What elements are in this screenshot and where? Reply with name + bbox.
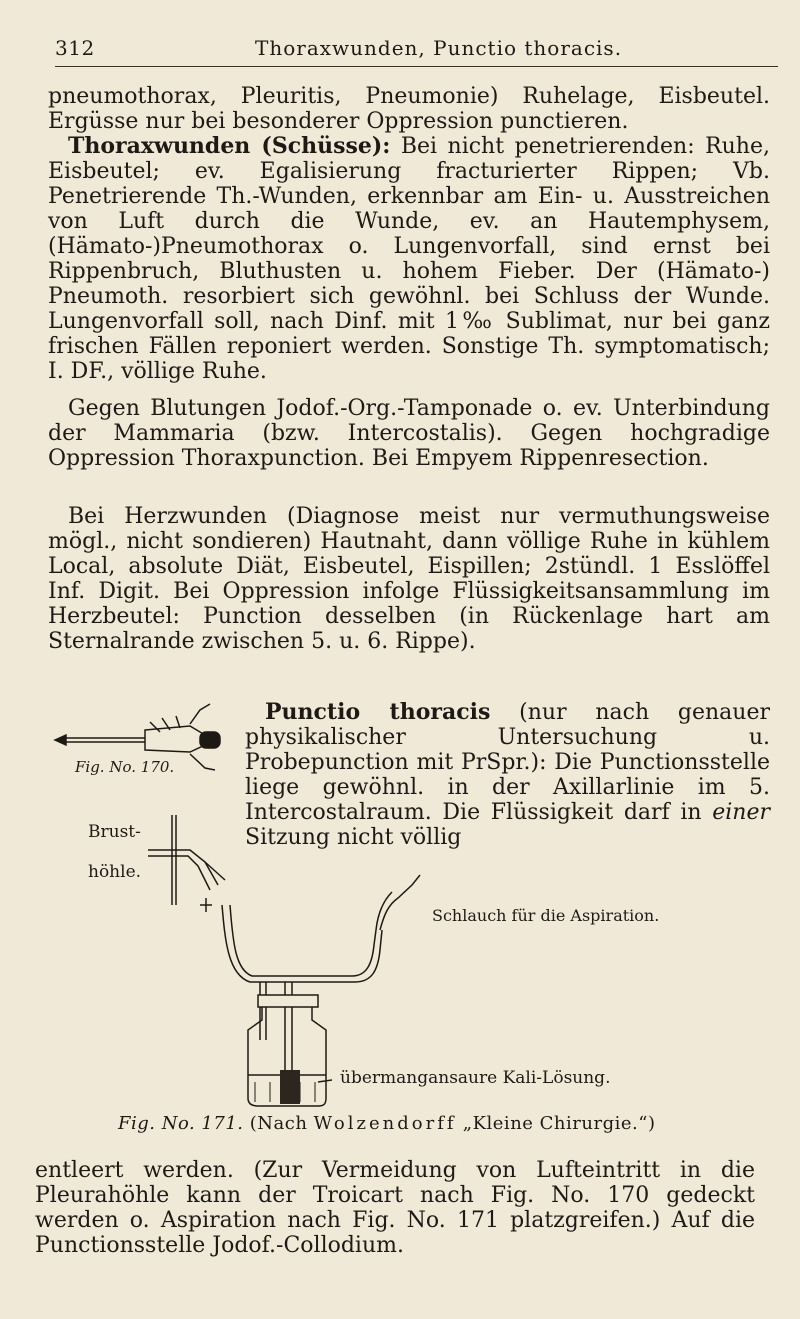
paragraph-lead-text: pneumothorax, Pleuritis, Pneumonie) Ruhelage, Eisbeutel. Ergüsse nur bei besonderer Oppression punctieren. bbox=[48, 84, 770, 134]
figure-170-label: Fig. No. 170. bbox=[75, 758, 175, 776]
paragraph-herzwunden: Bei Herzwunden (Diagnose meist nur vermuthungsweise mögl., nicht sondieren) Hautnaht, dann völlige Ruhe in kühlem Local, absolute Diät, Eisbeutel, Eispillen; 2stündl. 1 Esslöffel Inf. Digit. Bei Oppression infolge Flüssigkeitsansammlung im Herzbeutel: Punction desselben (in Rückenlage hart am Sternalrande zwischen 5. u. 6. Rippe). bbox=[48, 504, 770, 654]
label-brusthoehle-1: Brust- bbox=[88, 822, 141, 842]
paragraph-continuation: entleert werden. (Zur Vermeidung von Lufteintritt in die Pleurahöhle kann der Troicart nach Fig. No. 170 gedeckt werden o. Aspiration nach Fig. No. 171 platzgreifen.) Auf die Punctionsstelle Jodof.-Collodium. bbox=[35, 1158, 755, 1258]
label-kali-loesung: übermangansaure Kali-Lösung. bbox=[340, 1068, 611, 1088]
figure-171-label: Fig. No. 171. bbox=[118, 1113, 244, 1134]
figure-171-caption: Fig. No. 171. (Nach Wolzendorff „Kleine Chirurgie.“) bbox=[118, 1113, 656, 1134]
section-heading-thoraxwunden: Thoraxwunden (Schüsse): bbox=[68, 133, 391, 159]
emphasis-einer: einer bbox=[712, 800, 770, 825]
label-brusthoehle-2: höhle. bbox=[88, 862, 142, 882]
section-heading-punctio: Punctio thoracis bbox=[265, 699, 491, 725]
paragraph-blutungen: Gegen Blutungen Jodof.-Org.-Tamponade o. ev. Unterbindung der Mammaria (bzw. Intercostalis). Gegen hochgradige Oppression Thoraxpunction. Bei Empyem Rippenresection. bbox=[48, 396, 770, 471]
label-schlauch-aspiration: Schlauch für die Aspiration. bbox=[432, 906, 660, 925]
running-title: Thoraxwunden, Punctio thoracis. bbox=[255, 36, 623, 60]
page-number: 312 bbox=[55, 36, 95, 60]
caption-author: Wolzendorff bbox=[313, 1113, 457, 1134]
paragraph-body: Bei nicht penetrierenden: Ruhe, Eisbeutel; ev. Egalisierung fracturierter Rippen; Vb. Penetrierende Th.-Wunden, erkennbar am Ein- u. Ausstreichen von Luft durch die Wunde, ev. an Hautemphysem, (Hämato-)Pneumothorax o. Lungenvorfall, sind ernst bei Rippenbruch, Bluthusten u. hohem Fieber. Der (Hämato-) Pneumoth. resorbiert sich gewöhnl. bei Schluss der Wunde. Lungenvorfall soll, nach Dinf. mit 1‰ Sublimat, nur bei ganz frischen Fällen reponiert werden. Sonstige Th. symptomatisch; I. DF., völlige Ruhe. bbox=[48, 134, 770, 384]
paragraph-punctio-thoracis: Punctio thoracis (nur nach genauer physikalischer Untersuchung u. Probepunction mit PrSpr.): Die Punctionsstelle liege gewöhnl. in der Axillarlinie im 5. Intercostalraum. Die Flüssigkeit darf in einer Sitzung nicht völlig bbox=[245, 699, 770, 850]
